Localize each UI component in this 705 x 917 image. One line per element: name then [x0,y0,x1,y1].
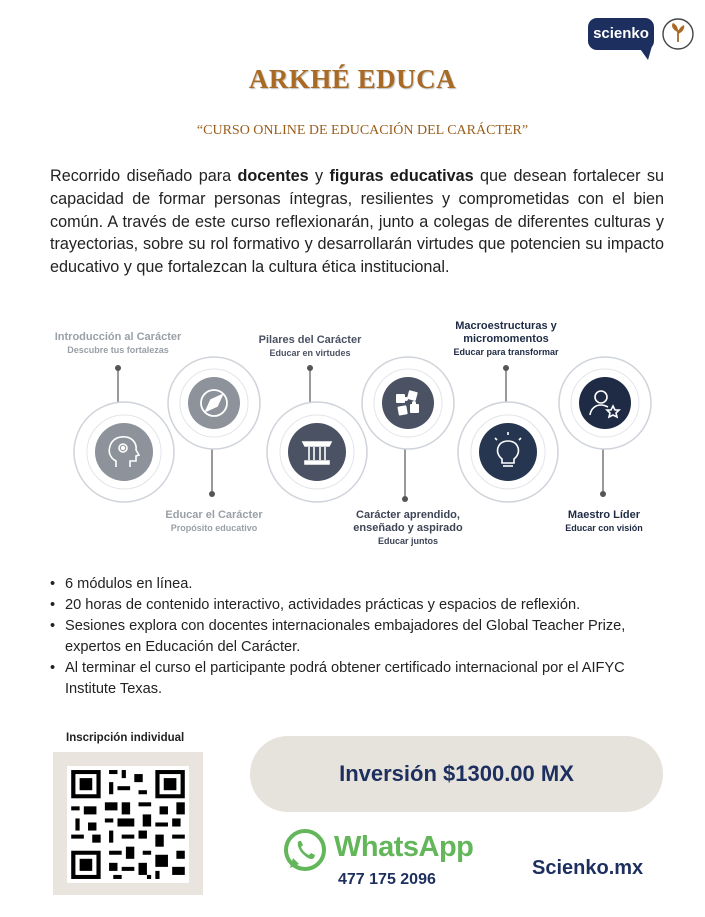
module-5-circle [458,402,558,502]
module-2-circle [168,357,260,449]
module-4-subtitle: Educar juntos [377,536,438,546]
registration-label: Inscripción individual [66,732,185,744]
module-5-label [440,320,572,358]
list-item: • 20 horas de contenido interactivo, actividades prácticas y espacios de reflexión. [50,595,666,616]
logo-bubble: scienko [588,18,654,50]
module-1-title: Introducción al Carácter [54,331,182,343]
features-list [50,574,666,700]
qr-code-graphic [67,766,189,883]
list-item: • Sesiones explora con docentes internacionales embajadores del Global Teacher Prize, expertos en Educación del Carácter. [50,616,666,658]
module-6-subtitle: Educar con visión [565,523,643,533]
module-5-subtitle: Educar para transformar [453,347,559,357]
whatsapp-icon[interactable] [282,828,328,874]
intro-paragraph: Recorrido diseñado para docentes y figuras educativas que desean fortalecer su capacidad de formar personas íntegras, resilientes y comprometidas con el bien común. A través de este curso reflexionarán, junto a colegas de diferentes culturas y trayectorias, sobre su rol formativo y desarrollarán virtudes que potencien su impacto educativo y que fortalezcan la cultura ética institucional. [50,167,664,277]
price-pill: Inversión $1300.00 MX [250,736,663,812]
module-6-label [546,509,662,534]
seal-icon [660,16,696,52]
qr-code[interactable] [67,766,189,883]
modules-diagram [40,315,670,555]
list-item: • Al terminar el curso el participante podrá obtener certificado internacional por el AIFYC Institute Texas. [50,658,666,700]
module-2-label [144,509,284,534]
module-4-title: Carácter aprendido, enseñado y aspirado [353,509,463,534]
module-3-title: Pilares del Carácter [258,334,362,346]
module-5-title: Macroestructuras y micromomentos [455,320,557,345]
module-3-label [240,334,380,359]
module-2-subtitle: Propósito educativo [170,523,258,533]
module-6-title: Maestro Líder [567,509,641,521]
qr-frame [53,752,203,895]
intro-bold-figuras: figuras educativas [329,167,474,185]
page-subtitle: “CURSO ONLINE DE EDUCACIÓN DEL CARÁCTER” [196,123,529,138]
module-1-circle [74,402,174,502]
phone-number[interactable]: 477 175 2096 [338,871,436,888]
module-3-circle [267,402,367,502]
module-6-circle [559,357,651,449]
website-link[interactable]: Scienko.mx [532,857,644,879]
page-title: ARKHÉ EDUCA [248,64,457,94]
list-item: • 6 módulos en línea. [50,574,666,595]
module-2-title: Educar el Carácter [165,509,263,521]
whatsapp-label[interactable]: WhatsApp [334,831,474,863]
module-3-subtitle: Educar en virtudes [269,348,351,358]
module-4-label [340,509,476,547]
scienko-logo [588,16,700,64]
module-1-label [40,331,196,356]
intro-bold-docentes: docentes [237,167,309,185]
module-4-circle [362,357,454,449]
logo-bubble-tail [638,46,652,60]
module-1-subtitle: Descubre tus fortalezas [67,345,169,355]
